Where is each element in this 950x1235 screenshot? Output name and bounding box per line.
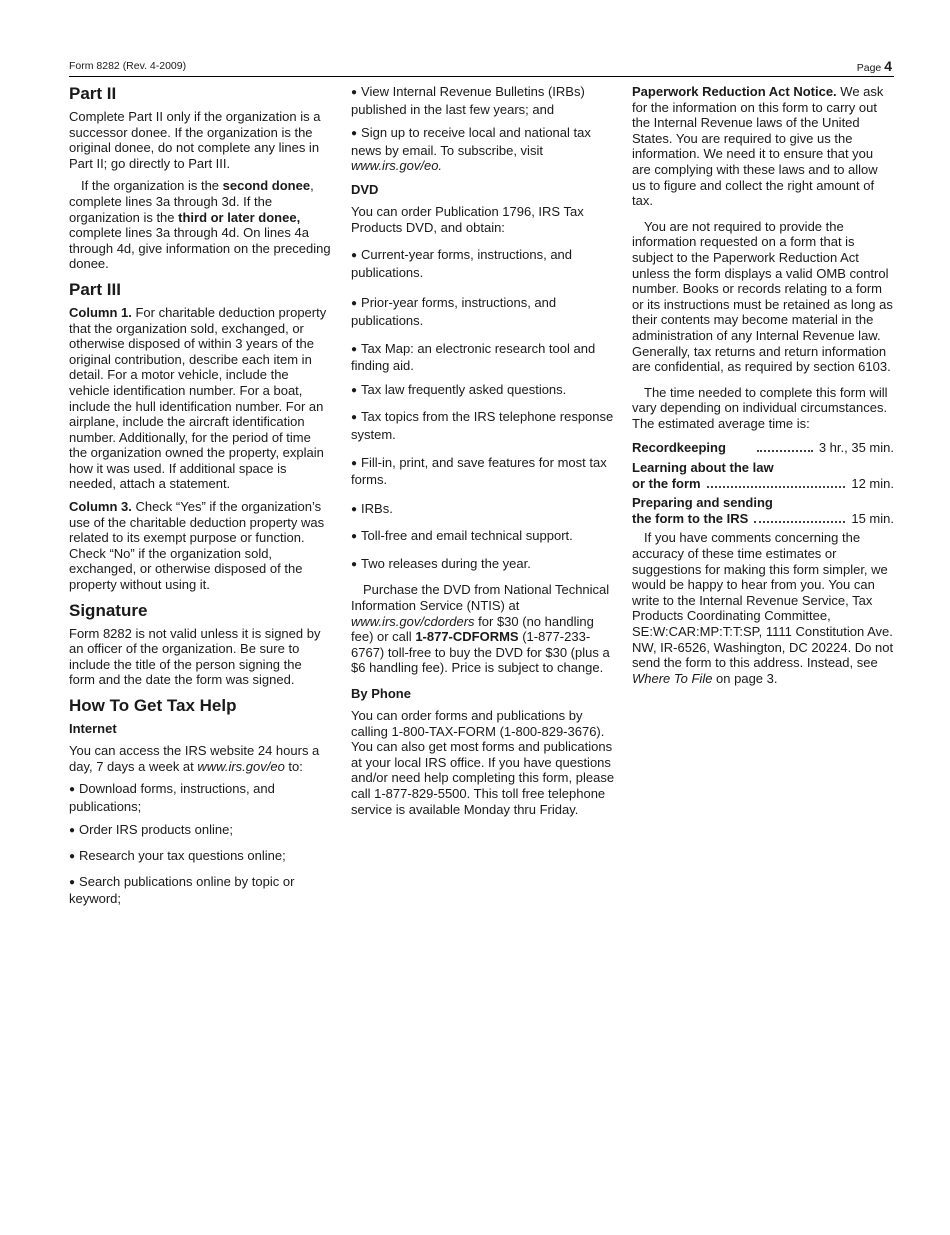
dvd-bullet-support: ● Toll-free and email technical support. [351,528,615,546]
column1-label: Column 1. [69,304,132,320]
page-label-text: Page [856,62,882,74]
column3-text: Check “Yes” if the organization’s use of the charitable deduction property was related to its exempt purpose or function. Check “No” if the organization sold, exchanged, or otherwise disposed of the property without using it. [69,499,325,593]
part3-column1-para [69,305,331,492]
part2-bold-second-donee: second donee [222,178,311,194]
learning-value: 12 min. [851,475,894,491]
part2-text-a: If the organization is the [81,178,223,194]
comments-text-a: If you have comments concerning the accuracy of these time estimates or suggestions for making this form simpler, we would be happy to hear from you. You can write to the Internal Revenue Service, Tax Products Coordinating Committee, SE:W:CAR:MP:T:T:SP, 1111 Constitution Ave. NW, IR-6526, Washington, DC 20224. Do not send the form to this address. Instead, see [632,530,894,671]
signature-heading: Signature [69,600,148,620]
pra-text: We ask for the information on this form to carry out the Internal Revenue laws of the United States. You are required to give us the information. We need it to ensure that you are complying with these laws and to allow us to figure and collect the right amount of tax. [632,84,884,209]
time-preparing [632,495,894,526]
part2-text-e: complete lines 3a through 4d. On lines 4a through 4d, give information on the preceding donee. [69,225,331,272]
column-middle [351,84,615,824]
tax-help-heading: How To Get Tax Help [69,696,237,715]
page-header [69,58,894,77]
dvd-bullet-releases: ● Two releases during the year. [351,556,615,574]
time-intro-para: The time needed to complete this form will vary depending on individual circumstances. The estimated average time is: [632,384,888,431]
dvd-bullet-tax-topics: ● Tax topics from the IRS telephone response system. [351,409,615,442]
cdorders-link[interactable]: www.irs.gov/cdorders [351,613,475,629]
part2-text-c: , complete lines 3a through 3d. If the organization is the [69,178,314,225]
preparing-row [632,511,894,527]
bullet-order-products: ● Order IRS products online; [69,822,331,840]
comments-para [632,530,894,686]
page-number: 4 [884,58,892,74]
page-label [857,58,892,74]
learning-row [632,476,894,492]
dvd-bullet-irbs: ● IRBs. [351,501,615,519]
dvd-purchase-para [351,582,615,676]
dvd-bullet-faq: ● Tax law frequently asked questions. [351,382,615,400]
pra-para [632,84,894,209]
bullet-research-questions: ● Research your tax questions online; [69,848,331,866]
recordkeeping-value: 3 hr., 35 min. [818,440,894,456]
preparing-label-line2: the form to the IRS [632,510,749,526]
signup-link[interactable]: www.irs.gov/eo. [351,158,443,174]
purchase-text-a: Purchase the DVD from National Technical Information Service (NTIS) at [351,582,610,614]
comments-text-b: on page 3. [712,670,778,686]
bullet-download-forms: ● Download forms, instructions, and publications; [69,781,331,814]
dvd-bullet-prior-year: ● Prior-year forms, instructions, and publications. [351,295,615,328]
internet-text-b: to: [284,758,303,774]
column-left [69,84,331,915]
leader-dots [754,521,845,523]
pra-label: Paperwork Reduction Act Notice. [632,84,837,99]
leader-dots [757,450,813,452]
part3-column3-para [69,499,331,593]
column-right [632,84,894,693]
time-learning [632,460,894,491]
purchase-text-c: (1-877-233-6767) toll-free to buy the DVD for $30 (plus a $6 handling fee). Price is subject to change. [351,629,610,676]
preparing-label-line1: Preparing and sending [632,495,773,511]
column1-text: For charitable deduction property that the organization sold, exchanged, or otherwise disposed of within 3 years of the original contribution, describe each item in detail. For a motor vehicle, include the vehicle identification number. For a boat, include the hull identification number. For an airplane, include the aircraft identification number. Additionally, for the period of time the organization owned the property, explain how it was used. If additional space is needed, attach a statement. [69,304,327,492]
part3-heading: Part III [69,279,121,299]
phone-heading: By Phone [351,686,411,702]
bullet-view-irbs: ● View Internal Revenue Bulletins (IRBs) published in the last few years; and [351,84,615,117]
leader-dots [707,486,846,488]
dvd-bullet-fill-in: ● Fill-in, print, and save features for most tax forms. [351,455,615,488]
form-id: Form 8282 (Rev. 4-2009) [69,60,187,72]
signup-text: Sign up to receive local and national tax news by email. To subscribe, visit [351,125,591,158]
time-recordkeeping [632,440,894,456]
dvd-bullet-tax-map: ● Tax Map: an electronic research tool and finding aid. [351,341,615,374]
dvd-bullet-current-year: ● Current-year forms, instructions, and publications. [351,247,615,280]
part2-bold-third-donee: third or later donee, [178,209,301,225]
recordkeeping-label: Recordkeeping [632,440,726,456]
dvd-heading: DVD [351,181,379,197]
purchase-text-b: for $30 (no handling fee) or call [351,613,594,645]
column3-label: Column 3. [69,499,132,515]
internet-heading: Internet [69,721,117,736]
part2-heading: Part II [69,84,117,103]
cdforms-phone: 1-877-CDFORMS [415,629,519,645]
learning-label-line2: or the form [632,475,701,491]
signature-para: Form 8282 is not valid unless it is signed by an officer of the organization. Be sure to include the title of the person signing the form and the date the form was signed. [69,625,321,688]
part2-para2 [69,178,331,272]
learning-label-line1: Learning about the law [632,460,774,476]
part2-para1: Complete Part II only if the organization is a successor donee. If the organization is the original donee, do not complete any lines in Part II; go directly to Part III. [69,109,321,171]
phone-para: You can order forms and publications by calling 1-800-TAX-FORM (1-800-829-3676). You can also get most forms and publications at your local IRS office. If you have questions and/or need help completing this form, please call 1-877-829-5500. This toll free telephone service is available Monday thru Friday. [351,708,615,817]
irs-eo-link[interactable]: www.irs.gov/eo [197,758,285,774]
omb-para: You are not required to provide the information requested on a form that is subject to the Paperwork Reduction Act unless the form displays a valid OMB control number. Books or records relating to a form or its instructions must be retained as long as their contents may become material in the administration of any Internal Revenue law. Generally, tax returns and return information are confidential, as required by section 6103. [632,218,893,375]
preparing-value: 15 min. [851,510,894,526]
dvd-intro: You can order Publication 1796, IRS Tax Products DVD, and obtain: [351,203,584,235]
internet-para [69,743,331,774]
bullet-sign-up [351,125,615,174]
internet-text-a: You can access the IRS website 24 hours a day, 7 days a week at [69,743,320,774]
bullet-search-publications: ● Search publications online by topic or keyword; [69,874,331,907]
where-to-file-ref: Where To File [632,670,713,686]
